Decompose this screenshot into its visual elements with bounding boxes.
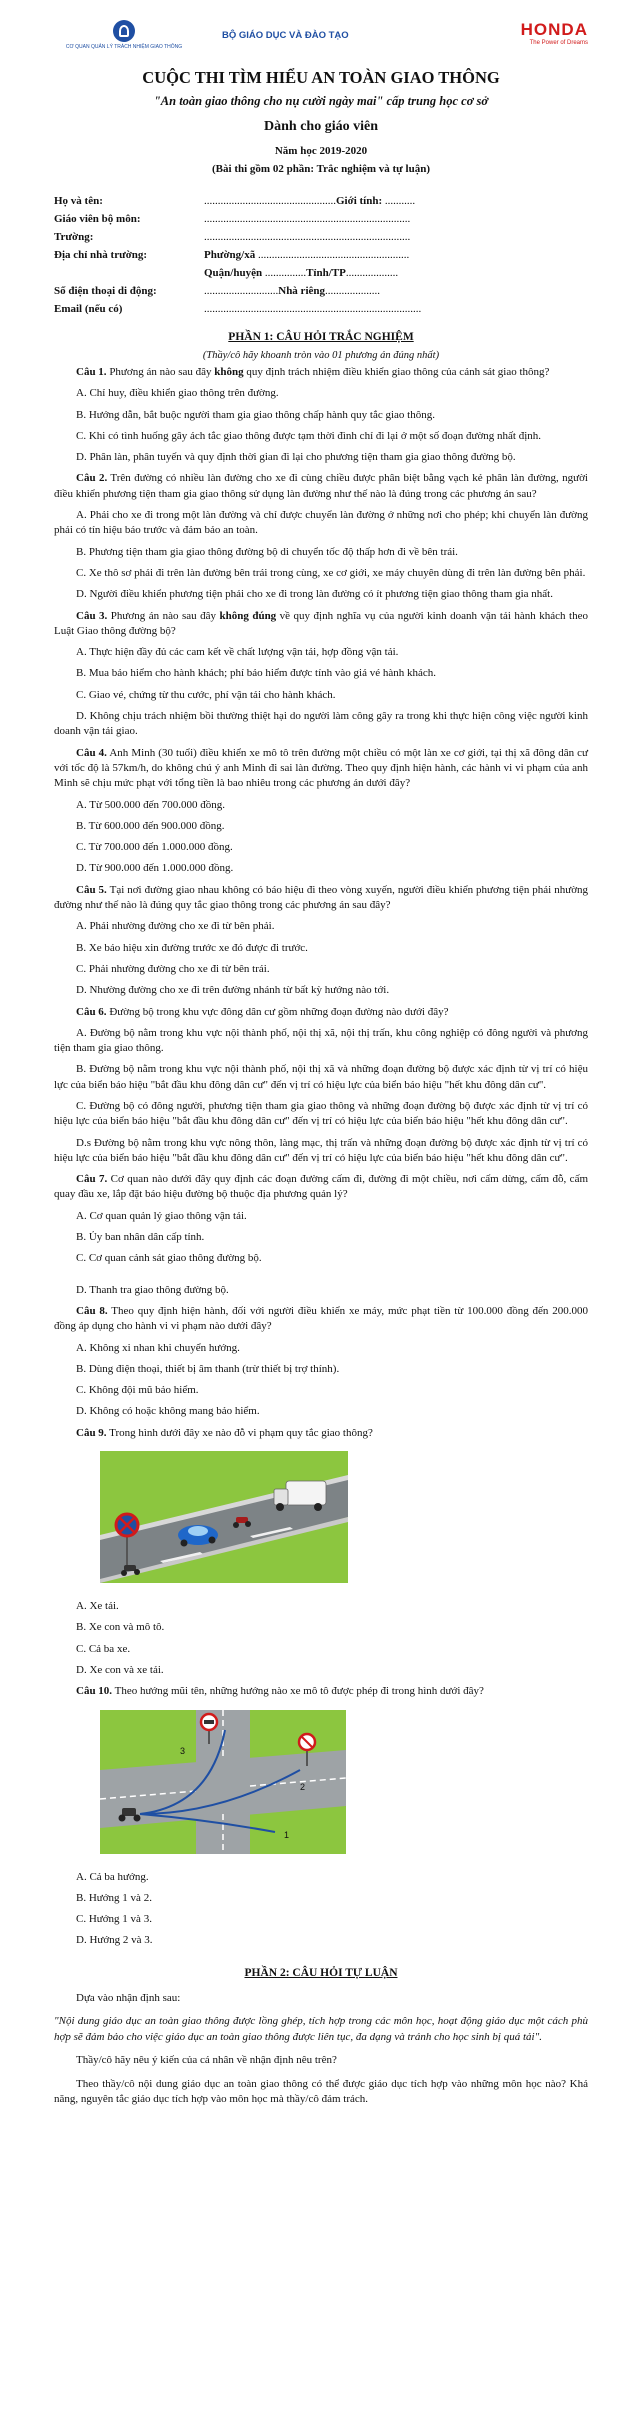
name-row	[54, 189, 588, 207]
page-title: CUỘC THI TÌM HIỂU AN TOÀN GIAO THÔNG	[142, 68, 500, 87]
answer-option[interactable]: B. Đường bộ nằm trong khu vực nội thành phố, nội thị xã và những đoạn đường bộ được xác định từ vị trí có hiệu lực của biển báo hiệu "bắt đầu khu đông dân cư" đến vị trí có hiệu lực của biển báo hiệu "hết khu đông dân cư".	[54, 1063, 588, 1091]
home-phone-field[interactable]: ....................	[325, 285, 380, 297]
ward-label: Phường/xã	[204, 249, 256, 261]
answer-option[interactable]: D. Hướng 2 và 3.	[76, 1934, 153, 1947]
answer-option[interactable]: A. Xe tải.	[76, 1600, 119, 1613]
part2-intro: Dựa vào nhận định sau:	[76, 1991, 181, 2004]
logo-caption: CƠ QUAN QUẢN LÝ TRÁCH NHIỆM GIAO THÔNG	[65, 44, 183, 50]
answer-option[interactable]: B. Phương tiện tham gia giao thông đường bộ di chuyển tốc độ thấp hơn đi về bên trái.	[76, 545, 458, 558]
answer-option[interactable]: D. Xe con và xe tải.	[76, 1663, 164, 1676]
answer-option[interactable]: C. Không đội mũ bảo hiểm.	[76, 1384, 199, 1397]
subject-field[interactable]: ...........................................................................	[204, 213, 411, 225]
part2-body	[54, 1991, 588, 2108]
header	[54, 14, 588, 54]
answer-option[interactable]: A. Chỉ huy, điều khiển giao thông trên đường.	[76, 387, 279, 400]
part2-quote: "Nội dung giáo dục an toàn giao thông được lồng ghép, tích hợp trong các môn học, hoạt động giáo dục một cách phù hợp sẽ đảm bảo cho việc giáo dục an toàn giao thông được liên tục, đa dạng và tránh cho học sinh bị quá tải".	[54, 2015, 588, 2043]
answer-option[interactable]: A. Phải cho xe đi trong một làn đường và chỉ được chuyển làn đường ở những nơi cho phép; khi chuyển làn đường phải có tín hiệu báo trước và đảm bảo an toàn.	[54, 509, 588, 537]
info-form	[54, 189, 588, 315]
part2-title: PHẦN 2: CÂU HỎI TỰ LUẬN	[244, 1966, 398, 1979]
ministry-name: BỘ GIÁO DỤC VÀ ĐÀO TẠO	[222, 30, 349, 41]
q10-scene-svg	[100, 1710, 346, 1854]
answer-option[interactable]: A. Thực hiện đầy đủ các cam kết về chất lượng vận tải, hợp đồng vận tải.	[76, 646, 399, 659]
answer-option[interactable]: D.s Đường bộ nằm trong khu vực nông thôn, làng mạc, thị trấn và những đoạn đường bộ được xác định từ vị trí có hiệu lực của biển báo hiệu "bắt đầu khu đông dân cư" đến vị trí có hiệu lực của biển báo hiệu "hết khu đông dân cư".	[54, 1136, 588, 1164]
honda-logo	[521, 20, 588, 46]
answer-option[interactable]: A. Đường bộ nằm trong khu vực nội thành phố, nội thị xã, nội thị trấn, khu công nghiệp có đông người và phương tiện tham gia giao thông.	[54, 1026, 588, 1055]
question-list	[54, 365, 588, 1949]
school-year: Năm học 2019-2020	[274, 145, 368, 157]
answer-option[interactable]: D. Nhường đường cho xe đi trên đường nhánh từ bất kỳ hướng nào tới.	[76, 984, 390, 997]
answer-option[interactable]: C. Khi có tình huống gây ách tắc giao thông được tạm thời đình chỉ đi lại ở một số đoạn đường nhất định.	[76, 429, 542, 442]
district-field[interactable]: Quận/huyện ...............Tỉnh/TP...................	[204, 267, 399, 279]
phone-label: Số điện thoại di động:	[54, 285, 157, 297]
phone-field[interactable]: ...........................Nhà riêng....................	[204, 285, 380, 297]
question-4: Câu 4. Anh Minh (30 tuổi) điều khiển xe mô tô trên đường một chiều có một làn xe cơ giới, tại thị xã đông dân cư với tốc độ là 57km/h, do không chú ý anh Minh đi sai làn đường. Theo quy định hiện hành, các hành vi vi phạm của anh Minh sẽ chịu mức phạt với tổng tiền là bao nhiêu trong các phương án dưới đây?	[54, 746, 588, 790]
email-label: Email (nếu có)	[54, 303, 123, 315]
answer-option[interactable]: B. Hướng dẫn, bắt buộc người tham gia giao thông chấp hành quy tắc giao thông.	[76, 408, 435, 421]
question-6: Câu 6. Đường bộ trong khu vực đông dân cư gồm những đoạn đường nào dưới đây?	[76, 1005, 449, 1018]
answer-option[interactable]: C. Cơ quan cảnh sát giao thông đường bộ.	[76, 1252, 262, 1265]
gender-label: Giới tính:	[336, 195, 383, 207]
direction-label-3: 3	[180, 1745, 186, 1756]
answer-option[interactable]: D. Từ 900.000 đến 1.000.000 đồng.	[76, 862, 234, 875]
direction-label-2: 2	[300, 1781, 306, 1792]
answer-option[interactable]: A. Cơ quan quản lý giao thông vận tải.	[76, 1209, 247, 1222]
question-5: Câu 5. Tại nơi đường giao nhau không có báo hiệu đi theo vòng xuyến, người điều khiển phương tiện phải nhường đường như thế nào là đúng quy tắc giao thông trong các phương án sau đây?	[54, 883, 589, 912]
subject-label: Giáo viên bộ môn:	[54, 213, 141, 225]
answer-option[interactable]: C. Phải nhường đường cho xe đi từ bên trái.	[76, 962, 270, 975]
q9-scene-svg	[100, 1451, 348, 1583]
answer-option[interactable]: D. Phân làn, phân tuyến và quy định thời gian đi lại cho phương tiện tham gia giao thông đường bộ.	[76, 451, 516, 464]
home-phone-label: Nhà riêng	[278, 285, 325, 297]
province-field[interactable]: ...................	[345, 267, 399, 279]
answer-option[interactable]: D. Người điều khiển phương tiện phải cho xe đi trong làn đường có ít phương tiện giao thông tham gia nhất.	[76, 588, 553, 601]
answer-option[interactable]: D. Thanh tra giao thông đường bộ.	[76, 1283, 229, 1296]
school-row	[54, 225, 588, 243]
address-row	[54, 243, 588, 261]
school-field[interactable]: ...........................................................................	[204, 231, 411, 243]
car-icon	[178, 1525, 218, 1547]
answer-option[interactable]: D. Không chịu trách nhiệm bồi thường thiệt hại do người làm công gây ra trong khi thực hiện công việc người kinh doanh vận tải giao.	[54, 710, 588, 738]
q9-parking-illustration	[100, 1451, 588, 1583]
honda-tagline: The Power of Dreams	[529, 40, 588, 46]
part1-title: PHẦN 1: CÂU HỎI TRẮC NGHIỆM	[228, 331, 414, 343]
question-1: Câu 1. Phương án nào sau đây không quy định trách nhiệm điều khiển giao thông của cảnh sát giao thông?	[76, 366, 550, 378]
answer-option[interactable]: B. Hướng 1 và 2.	[76, 1891, 152, 1904]
answer-option[interactable]: A. Phải nhường đường cho xe đi từ bên phải.	[76, 920, 275, 933]
answer-option[interactable]: B. Xe báo hiệu xin đường trước xe đó được đi trước.	[76, 941, 308, 954]
audience-heading: Dành cho giáo viên	[264, 119, 378, 134]
email-field[interactable]: ...............................................................................	[204, 303, 422, 315]
question-10: Câu 10. Theo hướng mũi tên, những hướng nào xe mô tô được phép đi trong hình dưới đây?	[76, 1685, 484, 1698]
question-8: Câu 8. Theo quy định hiện hành, đối với người điều khiển xe máy, mức phạt tiền từ 100.000 đồng đến 200.000 đồng áp dụng cho hành vi vi phạm nào dưới đây?	[54, 1304, 589, 1333]
answer-option[interactable]: B. Xe con và mô tô.	[76, 1621, 165, 1634]
traffic-logo	[54, 20, 194, 50]
subject-row	[54, 207, 588, 225]
question-9: Câu 9. Trong hình dưới đây xe nào đỗ vi phạm quy tắc giao thông?	[76, 1426, 373, 1439]
answer-option[interactable]: B. Mua bảo hiểm cho hành khách; phí bảo hiểm được tính vào giá vé hành khách.	[76, 667, 437, 680]
answer-option[interactable]: C. Xe thô sơ phải đi trên làn đường bên trái trong cùng, xe cơ giới, xe máy chuyên dùng đi trên làn đường bên phải.	[76, 566, 586, 579]
address-label: Địa chỉ nhà trường:	[54, 249, 148, 261]
email-row	[54, 297, 588, 315]
traffic-safety-icon	[113, 20, 135, 42]
part2-question: Thầy/cô hãy nêu ý kiến của cá nhân về nhận định nêu trên?	[76, 2054, 337, 2067]
question-3: Câu 3. Phương án nào sau đây không đúng về quy định nghĩa vụ của người kinh doanh vận tải hành khách theo Luật Giao thông đường bộ?	[54, 609, 588, 637]
page-subtitle: "An toàn giao thông cho nụ cười ngày mai" cấp trung học cơ sở	[153, 94, 489, 108]
question-2: Câu 2. Trên đường có nhiều làn đường cho xe đi cùng chiều được phân biệt bằng vạch kẻ phân làn đường, người điều khiển phương tiện tham gia giao thông sử dụng làn đường như thế nào là đúng trong các phương án sau?	[54, 472, 588, 500]
gender-field[interactable]: ...........	[382, 195, 416, 207]
answer-option[interactable]: B. Dùng điện thoại, thiết bị âm thanh (trừ thiết bị trợ thính).	[76, 1362, 340, 1375]
answer-option[interactable]: C. Từ 700.000 đến 1.000.000 đồng.	[76, 841, 233, 854]
answer-option[interactable]: C. Đường bộ có đông người, phương tiện tham gia giao thông và những đoạn đường bộ được xác định từ vị trí có hiệu lực của biển báo hiệu "bắt đầu khu đông dân cư" đến vị trí có hiệu lực của biển báo hiệu "hết khu đông dân cư".	[54, 1099, 588, 1128]
province-label: Tỉnh/TP	[306, 267, 346, 279]
answer-option[interactable]: C. Giao vé, chứng từ thu cước, phí vận tải cho hành khách.	[76, 688, 336, 701]
part1-instruction: (Thầy/cô hãy khoanh tròn vào 01 phương án đúng nhất)	[202, 350, 440, 361]
ward-field[interactable]: Phường/xã .......................................................	[204, 249, 410, 261]
name-label: Họ và tên:	[54, 195, 103, 207]
answer-option[interactable]: D. Không có hoặc không mang bảo hiểm.	[76, 1405, 260, 1418]
answer-option[interactable]: C. Hướng 1 và 3.	[76, 1913, 152, 1926]
honda-brand: HONDA	[520, 20, 588, 39]
q10-intersection-illustration	[100, 1710, 588, 1854]
question-7: Câu 7. Cơ quan nào dưới đây quy định các đoạn đường cấm đi, đường đi một chiều, nơi cấm dừng, cấm đỗ, cấm quay đầu xe, lắp đặt báo hiệu đường bộ thuộc địa phương quản lý?	[54, 1173, 589, 1201]
phone-row	[54, 279, 588, 297]
answer-option[interactable]: B. Từ 600.000 đến 900.000 đồng.	[76, 819, 225, 832]
answer-option[interactable]: B. Ủy ban nhân dân cấp tỉnh.	[76, 1231, 205, 1244]
direction-label-1: 1	[284, 1829, 290, 1840]
name-field[interactable]: ................................................Giới tính: ...........	[204, 195, 416, 207]
school-label: Trường:	[54, 231, 94, 243]
answer-option[interactable]: A. Không xi nhan khi chuyển hướng.	[76, 1341, 240, 1354]
exam-note: (Bài thi gồm 02 phần: Trắc nghiệm và tự luận)	[212, 163, 430, 175]
district-row	[54, 261, 588, 279]
answer-option[interactable]: C. Cả ba xe.	[76, 1642, 131, 1655]
district-label: Quận/huyện	[204, 267, 263, 279]
answer-option[interactable]: A. Từ 500.000 đến 700.000 đồng.	[76, 798, 226, 811]
part2-task: Theo thầy/cô nội dung giáo dục an toàn giao thông có thể được giáo dục tích hợp vào những môn học nào? Khả năng, nguyên tắc giáo dục tích hợp vào môn học mà thầy/cô đảm trách.	[54, 2077, 588, 2106]
answer-option[interactable]: A. Cả ba hướng.	[76, 1870, 149, 1883]
